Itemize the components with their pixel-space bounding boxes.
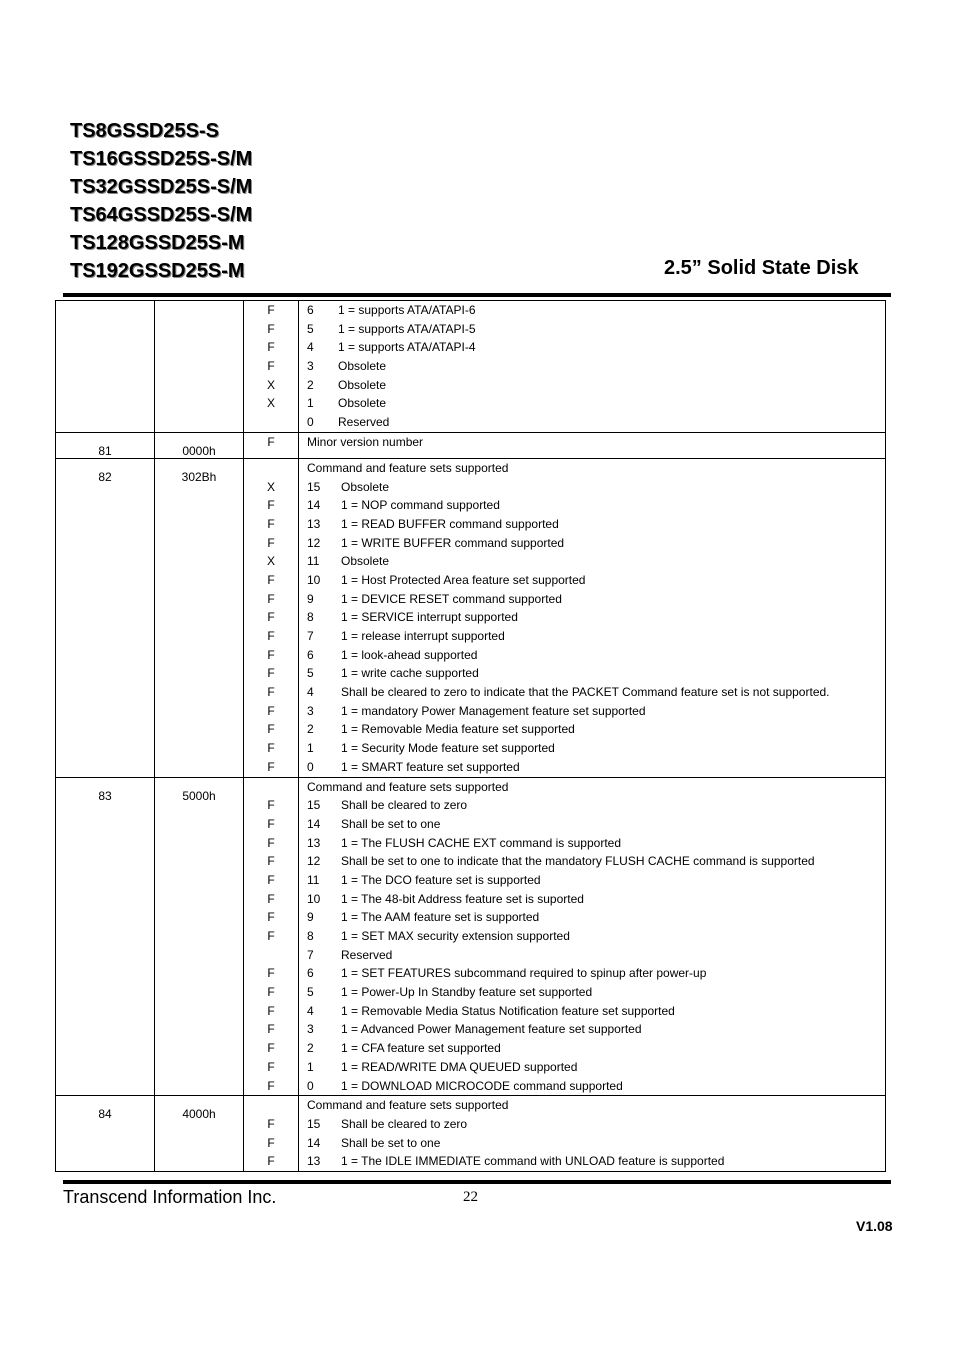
bit-description: 1 = WRITE BUFFER command supported — [341, 535, 565, 550]
fixed-flag: F — [267, 1154, 275, 1169]
bit-number: 4 — [307, 685, 314, 700]
bit-number: 14 — [307, 498, 321, 513]
bit-number: 10 — [307, 572, 321, 587]
bit-description-line — [307, 357, 885, 376]
bit-number: 7 — [307, 947, 314, 962]
bit-description: Shall be set to one — [341, 1135, 441, 1150]
bit-number: 15 — [307, 798, 321, 813]
bit-number: 15 — [307, 479, 321, 494]
bit-number: 11 — [307, 872, 320, 887]
bit-description-line — [307, 1096, 885, 1115]
bit-number: 1 — [307, 1059, 314, 1074]
fixed-variable-cell — [244, 432, 299, 458]
footer-divider — [63, 1180, 891, 1184]
description-cell — [299, 432, 886, 458]
bit-description: Command and feature sets supported — [307, 1098, 509, 1113]
fixed-variable-cell — [244, 1096, 299, 1172]
bit-number: 2 — [307, 722, 314, 737]
bit-description: Obsolete — [341, 479, 390, 494]
model-name: TS16GSSD25S-S/M — [70, 148, 253, 170]
bit-description: 1 = Security Mode feature set supported — [341, 741, 555, 756]
bit-number: 0 — [307, 1078, 314, 1093]
default-value-cell: 0000h — [155, 432, 244, 458]
fixed-flag: F — [267, 685, 275, 700]
bit-description: Shall be cleared to zero — [341, 798, 468, 813]
bit-description-line — [307, 815, 885, 834]
fixed-flag: F — [267, 891, 275, 906]
default-value-cell: 4000h — [155, 1096, 244, 1172]
bit-number: 0 — [307, 415, 314, 430]
bit-description: 1 = Removable Media Status Notification feature set supported — [341, 1003, 675, 1018]
fixed-flag: F — [267, 629, 275, 643]
bit-description: 1 = NOP command supported — [341, 498, 500, 513]
word-cell: 84 — [56, 1096, 155, 1172]
bit-description: Command and feature sets supported — [307, 460, 509, 475]
word-cell: 81 — [56, 432, 155, 458]
bit-description: Obsolete — [338, 396, 387, 411]
bit-description-line — [307, 871, 885, 890]
fixed-variable-cell — [244, 777, 299, 1096]
description-cell — [299, 458, 886, 777]
description-cell — [299, 301, 886, 433]
table-row — [56, 432, 886, 458]
default-value-cell — [155, 301, 244, 433]
fixed-flag: X — [266, 396, 275, 411]
bit-number: 1 — [307, 741, 314, 756]
word-cell — [56, 301, 155, 433]
bit-description-line — [307, 646, 885, 665]
fixed-flag: X — [266, 554, 275, 569]
model-name: TS192GSSD25S-M — [70, 260, 245, 282]
bit-number: 14 — [307, 816, 321, 831]
bit-description: 1 = supports ATA/ATAPI-6 — [338, 303, 476, 317]
fixed-flag: F — [267, 359, 275, 374]
fixed-flag: F — [267, 1003, 275, 1018]
bit-number: 2 — [307, 1041, 314, 1056]
bit-description: 1 = SERVICE interrupt supported — [341, 610, 518, 625]
bit-description: Reserved — [338, 415, 390, 430]
bit-description: 1 = Host Protected Area feature set supported — [341, 572, 586, 587]
bit-number: 7 — [307, 629, 314, 643]
model-name: TS8GSSD25S-S — [70, 120, 219, 142]
fixed-flag — [244, 459, 298, 478]
fixed-flag: F — [267, 303, 275, 317]
bit-number: 6 — [307, 303, 314, 317]
bit-number: 0 — [307, 759, 314, 774]
fixed-flag: F — [267, 741, 275, 756]
bit-number: 9 — [307, 591, 314, 606]
bit-description: 1 = The 48-bit Address feature set is suported — [341, 891, 584, 906]
bit-number: 3 — [307, 703, 314, 718]
bit-description-line — [307, 927, 885, 946]
bit-description-line — [307, 1115, 885, 1134]
model-name: TS128GSSD25S-M — [70, 232, 245, 254]
fixed-flag: F — [267, 835, 275, 850]
bit-description: 1 = SMART feature set supported — [341, 759, 520, 774]
default-value-cell: 5000h — [155, 777, 244, 1096]
bit-number: 13 — [307, 1154, 321, 1169]
table-row — [56, 777, 886, 1096]
bit-description: 1 = SET MAX security extension supported — [341, 929, 570, 943]
bit-number: 1 — [307, 396, 314, 411]
table-row — [56, 1096, 886, 1172]
fixed-flag: F — [267, 321, 275, 336]
header-divider — [63, 293, 891, 297]
fixed-flag: F — [267, 759, 275, 774]
bit-description: Shall be cleared to zero — [341, 1116, 468, 1131]
bit-number: 6 — [307, 647, 314, 662]
bit-description-line — [307, 683, 885, 702]
bit-description-line — [307, 376, 885, 395]
bit-description-line — [307, 964, 885, 983]
bit-number: 3 — [307, 359, 314, 374]
bit-number: 3 — [307, 1022, 314, 1037]
bit-description-line — [307, 608, 885, 627]
bit-number: 9 — [307, 910, 314, 925]
fixed-flag: F — [267, 572, 275, 587]
bit-description: 1 = CFA feature set supported — [341, 1041, 501, 1056]
bit-description-line — [307, 1134, 885, 1153]
bit-number: 8 — [307, 929, 314, 943]
word-cell: 82 — [56, 458, 155, 777]
fixed-flag: F — [267, 798, 275, 813]
fixed-flag: F — [267, 516, 275, 531]
document-version: V1.08 — [856, 1218, 893, 1234]
bit-description-line — [307, 946, 885, 965]
bit-number: 13 — [307, 516, 321, 531]
bit-description: 1 = The FLUSH CACHE EXT command is supported — [341, 835, 622, 850]
bit-description: Command and feature sets supported — [307, 779, 509, 794]
fixed-flag: F — [267, 854, 275, 869]
fixed-flag: F — [267, 647, 275, 662]
bit-description: Obsolete — [341, 554, 390, 569]
bit-description: 1 = SET FEATURES subcommand required to spinup after power-up — [341, 966, 707, 981]
fixed-flag: F — [267, 966, 275, 981]
identify-device-table — [55, 300, 886, 1172]
bit-description-line — [307, 1020, 885, 1039]
bit-description: 1 = READ/WRITE DMA QUEUED supported — [341, 1059, 578, 1074]
bit-number: 5 — [307, 985, 314, 1000]
bit-number: 6 — [307, 966, 314, 981]
bit-number: 2 — [307, 377, 314, 392]
fixed-flag: F — [267, 985, 275, 1000]
model-list — [70, 117, 252, 285]
fixed-flag: F — [267, 1078, 275, 1093]
bit-description-line — [307, 394, 885, 413]
bit-number: 5 — [307, 666, 314, 681]
fixed-flag: F — [267, 1116, 275, 1131]
bit-number: 14 — [307, 1135, 321, 1150]
bit-description-line — [307, 852, 885, 871]
bit-description-line — [307, 433, 885, 452]
bit-description: 1 = look-ahead supported — [341, 647, 478, 662]
bit-description: 1 = The DCO feature set is supported — [341, 872, 541, 887]
default-value-cell: 302Bh — [155, 458, 244, 777]
bit-description-line — [307, 834, 885, 853]
fixed-flag: F — [267, 610, 275, 625]
model-name: TS32GSSD25S-S/M — [70, 176, 253, 198]
bit-description-line — [307, 338, 885, 357]
word-cell: 83 — [56, 777, 155, 1096]
fixed-flag — [244, 413, 298, 432]
bit-description-line — [307, 459, 885, 478]
fixed-flag: F — [267, 1135, 275, 1150]
bit-number: 12 — [307, 854, 321, 869]
bit-description: 1 = DEVICE RESET command supported — [341, 591, 562, 606]
bit-description-line — [307, 778, 885, 797]
bit-description-line — [307, 571, 885, 590]
fixed-flag: F — [267, 666, 275, 681]
bit-number: 4 — [307, 1003, 314, 1018]
model-name: TS64GSSD25S-S/M — [70, 204, 253, 226]
bit-description: Shall be set to one to indicate that the mandatory FLUSH CACHE command is supported — [341, 854, 815, 869]
fixed-flag: F — [267, 591, 275, 606]
bit-number: 8 — [307, 610, 314, 625]
bit-description-line — [307, 702, 885, 721]
bit-description: Reserved — [341, 947, 393, 962]
fixed-flag: F — [267, 703, 275, 718]
bit-description-line — [307, 1077, 885, 1096]
bit-description: 1 = Removable Media feature set supported — [341, 722, 575, 737]
bit-description: 1 = supports ATA/ATAPI-4 — [338, 340, 476, 355]
bit-description-line — [307, 496, 885, 515]
fixed-flag: F — [267, 340, 275, 355]
fixed-flag — [244, 1096, 298, 1115]
bit-number: 11 — [307, 554, 320, 569]
bit-description-line — [307, 301, 885, 320]
bit-description-line — [307, 664, 885, 683]
fixed-flag — [244, 946, 298, 965]
bit-description-line — [307, 720, 885, 739]
bit-description: 1 = The IDLE IMMEDIATE command with UNLOAD feature is supported — [341, 1154, 725, 1169]
bit-description-line — [307, 758, 885, 777]
bit-description: Shall be set to one — [341, 816, 441, 831]
bit-number: 5 — [307, 321, 314, 336]
fixed-flag: F — [267, 498, 275, 513]
description-cell — [299, 777, 886, 1096]
fixed-flag: F — [267, 535, 275, 550]
bit-description: 1 = mandatory Power Management feature set supported — [341, 703, 646, 718]
bit-description-line — [307, 478, 885, 497]
bit-description-line — [307, 534, 885, 553]
bit-description-line — [307, 1002, 885, 1021]
fixed-flag: X — [266, 377, 275, 392]
fixed-flag: F — [267, 434, 275, 449]
bit-description: 1 = The AAM feature set is supported — [341, 910, 540, 925]
bit-description-line — [307, 590, 885, 609]
table-row — [56, 301, 886, 433]
bit-description-line — [307, 413, 885, 432]
fixed-flag: F — [267, 1059, 275, 1074]
bit-description-line — [307, 739, 885, 758]
fixed-flag: F — [267, 1041, 275, 1056]
bit-description-line — [307, 908, 885, 927]
bit-description: 1 = DOWNLOAD MICROCODE command supported — [341, 1078, 623, 1093]
bit-description-line — [307, 890, 885, 909]
document-subtitle: 2.5” Solid State Disk — [664, 257, 859, 279]
bit-number: 10 — [307, 891, 321, 906]
bit-description: 1 = supports ATA/ATAPI-5 — [338, 321, 476, 336]
bit-description-line — [307, 983, 885, 1002]
bit-description-line — [307, 627, 885, 646]
bit-number: 13 — [307, 835, 321, 850]
bit-description: Obsolete — [338, 359, 387, 374]
bit-description: 1 = write cache supported — [341, 666, 479, 681]
bit-description-line — [307, 1058, 885, 1077]
fixed-flag: F — [267, 872, 275, 887]
bit-description: 1 = release interrupt supported — [341, 629, 505, 643]
fixed-variable-cell — [244, 458, 299, 777]
bit-number: 15 — [307, 1116, 321, 1131]
bit-description-line — [307, 515, 885, 534]
fixed-flag: F — [267, 1022, 275, 1037]
bit-description: Minor version number — [307, 434, 424, 449]
bit-description: 1 = Advanced Power Management feature set supported — [341, 1022, 642, 1037]
bit-description-line — [307, 796, 885, 815]
bit-number: 12 — [307, 535, 321, 550]
fixed-flag: F — [267, 929, 275, 943]
bit-description-line — [307, 1039, 885, 1058]
page-number: 22 — [463, 1189, 478, 1205]
fixed-flag: F — [267, 722, 275, 737]
bit-description-line — [307, 552, 885, 571]
bit-number: 4 — [307, 340, 314, 355]
bit-description: Obsolete — [338, 377, 387, 392]
bit-description-line — [307, 320, 885, 339]
fixed-flag — [244, 778, 298, 797]
fixed-flag: F — [267, 816, 275, 831]
bit-description-line — [307, 1152, 885, 1171]
table-row — [56, 458, 886, 777]
fixed-variable-cell — [244, 301, 299, 433]
footer-company: Transcend Information Inc. — [63, 1187, 277, 1207]
description-cell — [299, 1096, 886, 1172]
bit-description: Shall be cleared to zero to indicate that the PACKET Command feature set is not supported. — [341, 685, 830, 700]
bit-description: 1 = READ BUFFER command supported — [341, 516, 559, 531]
fixed-flag: F — [267, 910, 275, 925]
fixed-flag: X — [266, 479, 275, 494]
bit-description: 1 = Power-Up In Standby feature set supported — [341, 985, 593, 1000]
